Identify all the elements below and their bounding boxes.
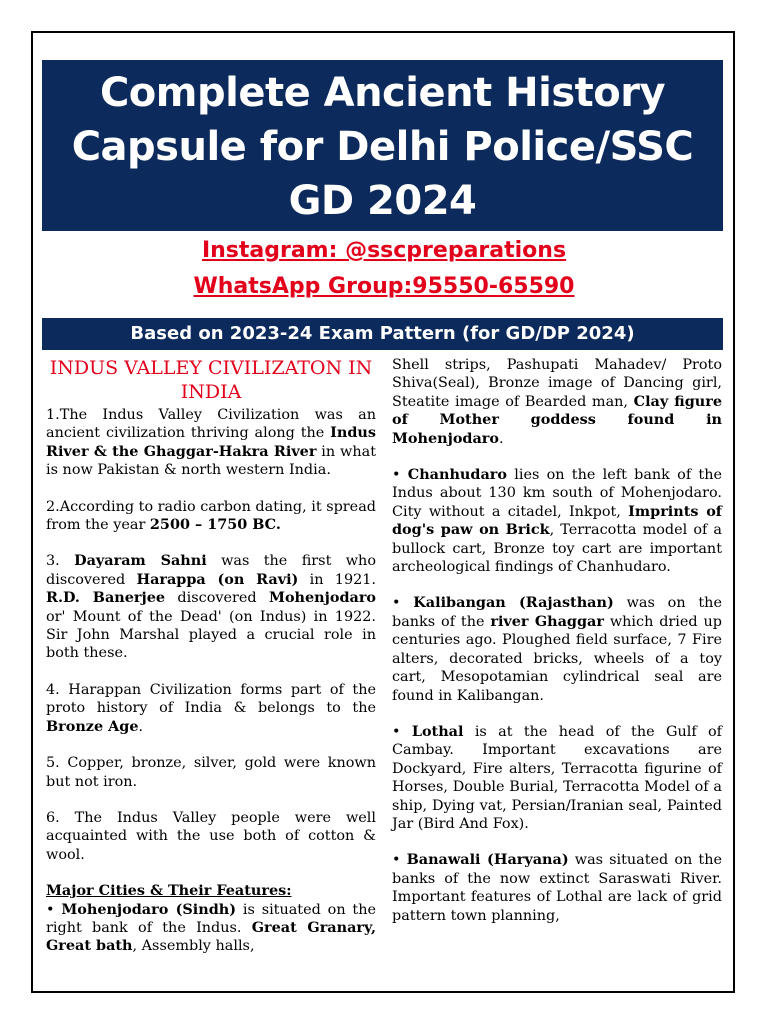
bold-text: Lothal xyxy=(411,722,464,740)
paragraph-4 xyxy=(46,681,376,736)
text: in 1921. xyxy=(298,571,376,588)
exam-pattern-banner: Based on 2023-24 Exam Pattern (for GD/DP 2024) xyxy=(42,318,723,350)
bullet: • xyxy=(392,852,407,869)
bold-text: Chanhudaro xyxy=(407,466,507,484)
text: , Terracotta model of a bullock cart, Bronze toy cart are important archeological findings of Chanhudaro. xyxy=(392,522,722,576)
bullet: • xyxy=(392,467,408,484)
paragraph-6: 6. The Indus Valley people were well acquainted with the use both of cotton & wool. xyxy=(46,809,376,863)
paragraph-1 xyxy=(46,406,376,480)
text: was on the banks of the xyxy=(392,595,722,630)
bold-text: Mohenjodaro (Sindh) xyxy=(61,900,237,918)
instagram-link[interactable]: Instagram: @sscpreparations xyxy=(201,238,567,263)
section-heading: INDUS VALLEY CIVILIZATON IN INDIA xyxy=(49,357,373,403)
bold-text: Kalibangan (Rajasthan) xyxy=(413,594,614,612)
paragraph-r5 xyxy=(392,851,722,925)
text: which dried up centuries ago. Ploughed field surface, 7 Fire alters, decorated bricks, wheels of a toy cart, Mesopotamian cylindrical seal are found in Kalibangan. xyxy=(392,613,722,704)
text: 2.According to radio carbon dating, it spread from the year xyxy=(46,498,376,534)
paragraph-r1 xyxy=(392,356,722,448)
document-title: Complete Ancient History Capsule for Delhi Police/SSC GD 2024 xyxy=(71,70,694,224)
subheading-text: Major Cities & Their Features: xyxy=(46,882,292,900)
bold-text: river Ghaggar xyxy=(490,612,604,630)
bold-text: Mohenjodaro xyxy=(269,589,377,607)
paragraph-7 xyxy=(46,901,376,956)
paragraph-r3 xyxy=(392,594,722,704)
text: 3. xyxy=(46,553,75,570)
text: 4. Harappan Civilization forms part of the proto history of India & belongs to the xyxy=(46,681,376,717)
bold-text: Banawali (Haryana) xyxy=(406,851,569,869)
subheading-major-cities xyxy=(46,882,376,900)
right-column xyxy=(392,356,722,943)
bold-text: Imprints of dog's paw on Brick xyxy=(392,502,722,539)
text: was the first who discovered xyxy=(46,553,376,588)
text: was situated on the banks of the now extinct Saraswati River. Important features of Lothal are lack of grid pattern town planning, xyxy=(392,852,722,924)
text: is situated on the right bank of the Indus. xyxy=(46,901,376,936)
whatsapp-link[interactable]: WhatsApp Group:95550-65590 xyxy=(193,274,575,299)
paragraph-r4 xyxy=(392,723,722,833)
paragraph-2 xyxy=(46,498,376,535)
text: , Assembly halls, xyxy=(132,938,255,955)
bullet: • xyxy=(392,723,412,740)
text: . xyxy=(138,718,144,735)
bold-text: Bronze Age xyxy=(46,717,139,735)
text: in what is now Pakistan & north western India. xyxy=(46,443,377,479)
text: . xyxy=(498,430,504,447)
bold-text: Harappa (on Ravi) xyxy=(136,570,299,588)
bold-text: 2500 – 1750 BC. xyxy=(149,516,281,534)
left-column xyxy=(46,356,376,974)
paragraph-5: 5. Copper, bronze, silver, gold were known but not iron. xyxy=(46,755,376,790)
text: Shell strips, Pashupati Mahadev/ Proto Shiva(Seal), Bronze image of Dancing girl, Steatite image of Bearded man, xyxy=(392,357,722,410)
bold-text: Great Granary, Great bath xyxy=(46,918,376,955)
title-banner xyxy=(42,60,723,231)
bold-text: Clay figure of Mother goddess found in Mohenjodaro xyxy=(392,392,722,447)
text: or' Mount of the Dead' (on Indus) in 1922. Sir John Marshal played a crucial role in both these. xyxy=(46,608,376,662)
paragraph-3 xyxy=(46,552,376,662)
paragraph-r2 xyxy=(392,466,722,576)
text: lies on the left bank of the Indus about 130 km south of Mohenjodaro. City without a citadel, Inkpot, xyxy=(392,467,722,520)
text: discovered xyxy=(165,590,270,607)
bold-text: Dayaram Sahni xyxy=(74,552,207,570)
text: 1.The Indus Valley Civilization was an ancient civilization thriving along the xyxy=(46,407,376,442)
bullet: • xyxy=(392,595,414,612)
text: is at the head of the Gulf of Cambay. Important excavations are Dockyard, Fire alters, Terracotta figurine of Horses, Double Burial, Terracotta Model of a ship, Dying vat, Persian/Iranian seal, Painted Jar (Bird And Fox). xyxy=(392,723,722,832)
bold-text: R.D. Banerjee xyxy=(46,589,166,607)
bullet: • xyxy=(46,901,62,918)
bold-text: Indus River & the Ghaggar-Hakra River xyxy=(46,424,376,460)
